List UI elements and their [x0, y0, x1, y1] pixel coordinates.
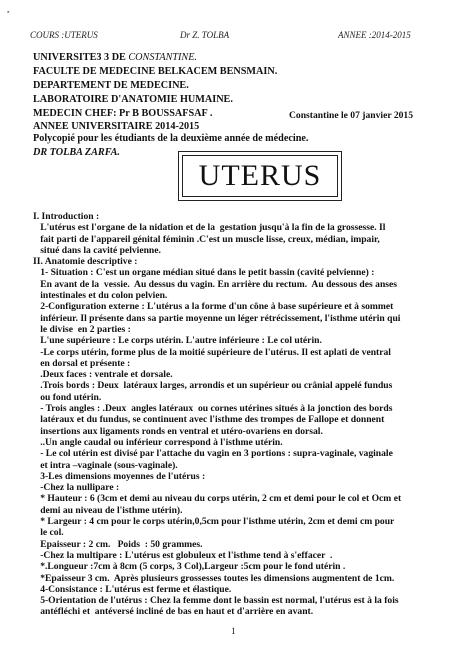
- institution-faculty: FACULTE DE MEDECINE BELKACEM BENSMAIN.: [33, 66, 278, 77]
- body-line: I. Introduction :: [33, 211, 100, 222]
- institution-department: DEPARTEMENT DE MEDECINE.: [33, 80, 189, 91]
- body-line: et intra –vaginale (sous-vaginale).: [33, 459, 178, 471]
- body-line: latéraux et du fundus, se continuent avec l'isthme des trompes de Fallope et donnent: [33, 414, 385, 426]
- body-line: inférieur. Il présente dans sa partie moyenne un léger rétrécissement, l'isthme utérin qui: [33, 312, 401, 324]
- body-line: * Hauteur : 6 (3cm et demi au niveau du corps utérin, 2 cm et demi pour le col et Ocm et: [33, 493, 402, 505]
- document-title: UTERUS: [198, 159, 322, 192]
- body-line: - Trois angles : .Deux angles latéraux ou cornes utérines situés à la jonction des bords: [33, 403, 393, 415]
- body-line: En avant de la vessie. Au dessus du vagin. En arrière du rectum. Au dessous des anses: [33, 278, 397, 290]
- body-line: - Le col utérin est divisé par l'attache du vagin en 3 portions : supra-vaginale, vaginale: [33, 448, 393, 460]
- institution-university-prefix: UNIVERSITE3 3 DE: [33, 52, 129, 63]
- document-audience: Polycopié pour les étudiants de la deuxième année de médecine.: [33, 133, 309, 144]
- title-box: [178, 151, 342, 201]
- body-line: ou fond utérin.: [33, 391, 102, 403]
- body-line: 1- Situation : C'est un organe médian situé dans le petit bassin (cavité pelvienne) :: [33, 267, 375, 279]
- body-line: le col.: [33, 527, 64, 539]
- institution-chief: MEDECIN CHEF: Pr B BOUSSAFSAF .: [33, 108, 213, 119]
- body-line: -Chez la multipare : L'utérus est globuleux et l'isthme tend à s'effacer .: [33, 549, 333, 561]
- body-line: demi au niveau de l'isthme utérin).: [33, 504, 183, 516]
- body-line: 5-Orientation de l'utérus : Chez la femme dont le bassin est normal, l'utérus est à la fois: [33, 595, 399, 607]
- body-line: * Largeur : 4 cm pour le corps utérin,0,5cm pour l'isthme utérin, 2cm et demi cm pour: [33, 516, 395, 528]
- body-line: le divise en 2 parties :: [33, 323, 131, 335]
- body-line: 4-Consistance : L'utérus est ferme et élastique.: [33, 583, 232, 595]
- institution-laboratory: LABORATOIRE D'ANATOMIE HUMAINE.: [33, 94, 233, 105]
- document-date: Constantine le 07 janvier 2015: [289, 110, 414, 121]
- header-course: COURS :UTERUS: [30, 30, 98, 40]
- body-line: II. Anatomie descriptive :: [33, 256, 138, 268]
- body-line: -Chez la nullipare :: [33, 482, 120, 494]
- institution-city: CONSTANTINE.: [128, 52, 197, 63]
- body-line: situé dans la cavité pelvienne.: [33, 244, 161, 256]
- scan-corner-mark: ▪: [7, 8, 10, 16]
- body-line: L'une supérieure : Le corps utérin. L'autre inférieure : Le col utérin.: [33, 335, 322, 347]
- body-line: fait parti de l'appareil génital féminin .C'est un muscle lisse, creux, médian, impair,: [33, 233, 380, 245]
- body-text: [33, 211, 443, 618]
- body-line: en dorsal et présente :: [33, 357, 131, 369]
- body-line: L'utérus est l'organe de la nidation et de la gestation jusqu'à la fin de la grossesse. Il: [33, 222, 386, 234]
- body-line: .Trois bords : Deux latéraux larges, arrondis et un supérieur ou crânial appelé fundus: [33, 380, 393, 392]
- body-line: intestinales et du colon pelvien.: [33, 290, 168, 302]
- body-line: insertions aux ligaments ronds en ventral et utéro-ovariens en dorsal.: [33, 425, 323, 437]
- body-line: 3-Les dimensions moyennes de l'utérus :: [33, 470, 206, 482]
- body-line: 2-Configuration externe : L'utérus a la forme d'un cône à base supérieure et à sommet: [33, 301, 394, 313]
- body-line: .Deux faces : ventrale et dorsale.: [33, 369, 173, 381]
- document-author: DR TOLBA ZARFA.: [33, 147, 120, 158]
- header-year: ANNEE :2014-2015: [338, 30, 411, 40]
- body-line: Epaisseur : 2 cm. Poids : 50 grammes.: [33, 538, 203, 550]
- page-number: 1: [231, 626, 236, 636]
- body-line: -Le corps utérin, forme plus de la moitié supérieure de l'utérus. Il est aplati de ventral: [33, 346, 391, 358]
- institution-academic-year: ANNEE UNIVERSITAIRE 2014-2015: [33, 121, 200, 132]
- body-line: *Epaisseur 3 cm. Après plusieurs grossesses toutes les dimensions augmentent de 1cm.: [33, 572, 395, 584]
- institution-university: [33, 52, 197, 64]
- body-line: antéfléchi et antéversé incliné de bas en haut et d'arrière en avant.: [33, 606, 314, 618]
- header-author: Dr Z. TOLBA: [180, 30, 230, 40]
- body-line: ..Un angle caudal ou inférieur correspond à l'isthme utérin.: [33, 436, 283, 448]
- body-line: *.Longueur :7cm à 8cm (5 corps, 3 Col),Largeur :5cm pour le fond utérin .: [33, 561, 346, 573]
